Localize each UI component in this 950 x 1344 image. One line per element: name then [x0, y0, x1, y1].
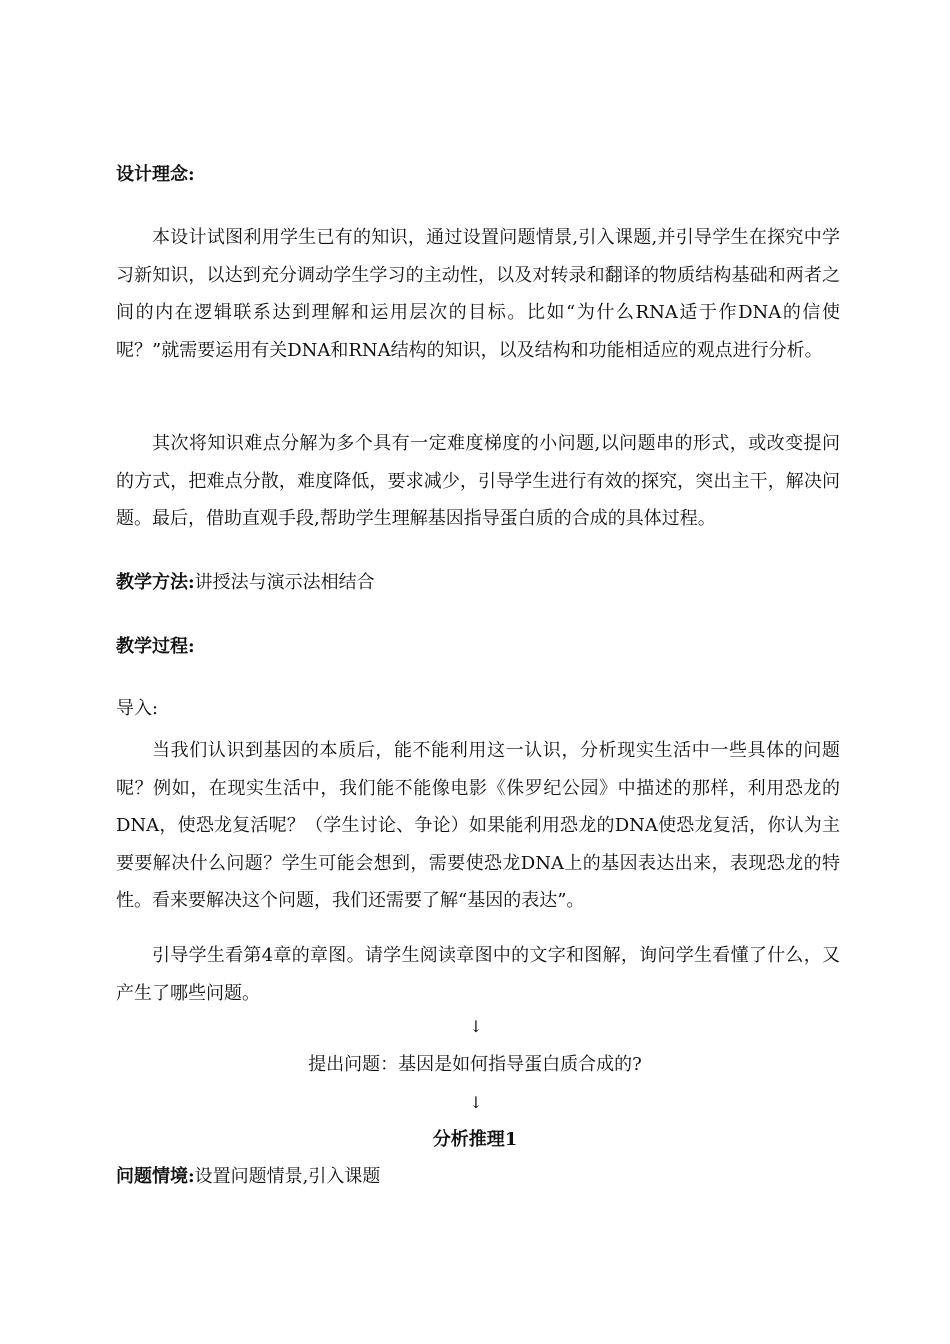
teaching-method-value: 讲授法与演示法相结合 [194, 572, 375, 593]
problem-situation-line [116, 1164, 380, 1190]
design-concept-heading: 设计理念: [116, 164, 195, 185]
intro-label: 导入: [116, 698, 159, 719]
problem-situation-value: 设置问题情景,引入课题 [194, 1166, 381, 1187]
design-concept-paragraph-1: 本设计试图利用学生已有的知识，通过设置问题情景,引入课题,并引导学生在探究中学习新知识，以达到充分调动学生学习的主动性，以及对转录和翻译的物质结构基础和两者之间的内在逻辑联系达到理解和运用层次的目标。比如“为什么RNA适于作DNA的信使呢？”就需要运用有关DNA和RNA结构的知识，以及结构和功能相适应的观点进行分析。 [116, 227, 840, 361]
teaching-method-label: 教学方法: [116, 572, 195, 593]
teaching-method-line [116, 570, 375, 596]
teaching-process-heading: 教学过程: [116, 636, 195, 657]
posed-question: 提出问题：基因是如何指导蛋白质合成的? [308, 1054, 642, 1075]
intro-paragraph-1: 当我们认识到基因的本质后，能不能利用这一认识，分析现实生活中一些具体的问题呢？例如，在现实生活中，我们能不能像电影《侏罗纪公园》中描述的那样，利用恐龙的DNA，使恐龙复活呢？（学生讨论、争论）如果能利用恐龙的DNA使恐龙复活，你认为主要要解决什么问题？学生可能会想到，需要使恐龙DNA上的基因表达出来，表现恐龙的特性。看来要解决这个问题，我们还需要了解“基因的表达”。 [116, 740, 840, 911]
down-arrow-icon: ↓ [469, 1017, 483, 1036]
down-arrow-icon: ↓ [469, 1093, 483, 1112]
analysis-title: 分析推理1 [432, 1129, 518, 1150]
problem-situation-label: 问题情境: [116, 1166, 195, 1187]
design-concept-paragraph-2: 其次将知识难点分解为多个具有一定难度梯度的小问题,以问题串的形式，或改变提问的方式，把难点分散，难度降低，要求减少，引导学生进行有效的探究，突出主干，解决问题。最后，借助直观手段,帮助学生理解基因指导蛋白质的合成的具体过程。 [116, 433, 840, 529]
intro-paragraph-2: 引导学生看第4章的章图。请学生阅读章图中的文字和图解，询问学生看懂了什么，又产生了哪些问题。 [116, 945, 840, 1004]
